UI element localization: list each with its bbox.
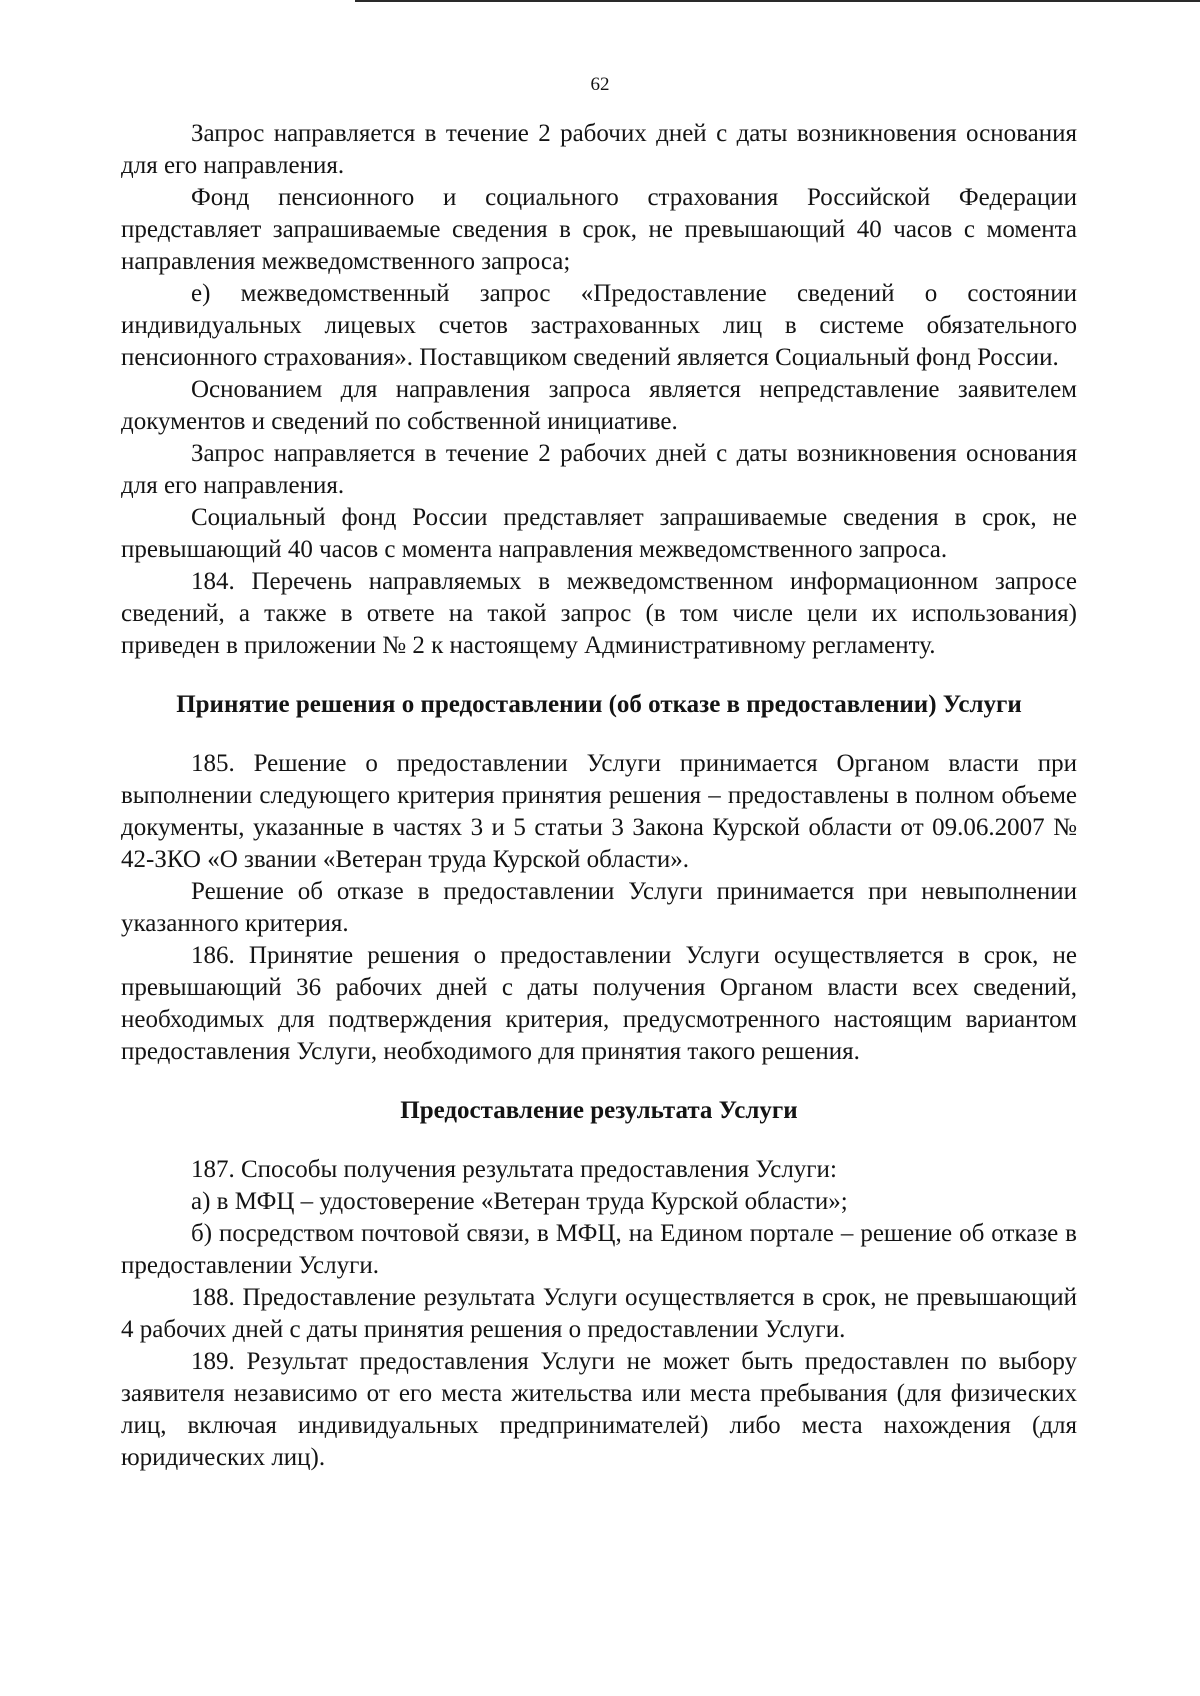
- paragraph-188: 188. Предоставление результата Услуги осуществляется в срок, не превышающий 4 рабочих дней с даты принятия решения о предоставлении Услуги.: [121, 1284, 1077, 1343]
- paragraph-184: 184. Перечень направляемых в межведомственном информационном запросе сведений, а также в ответе на такой запрос (в том числе цели их использования) приведен в приложении № 2 к настоящему Административному регламенту.: [121, 568, 1077, 659]
- paragraph-187-b: б) посредством почтовой связи, в МФЦ, на Едином портале – решение об отказе в предоставлении Услуги.: [121, 1220, 1077, 1279]
- section-heading-decision: Принятие решения о предоставлении (об отказе в предоставлении) Услуги: [176, 691, 1022, 718]
- page-number: 62: [590, 74, 610, 95]
- paragraph-187: 187. Способы получения результата предоставления Услуги:: [191, 1156, 837, 1183]
- paragraph-189: 189. Результат предоставления Услуги не может быть предоставлен по выбору заявителя независимо от его места жительства или места пребывания (для физических лиц, включая индивидуальных предпринимателей) либо места нахождения (для юридических лиц).: [121, 1348, 1077, 1471]
- paragraph-185: 185. Решение о предоставлении Услуги принимается Органом власти при выполнении следующего критерия принятия решения – предоставлены в полном объеме документы, указанные в частях 3 и 5 статьи 3 Закона Курской области от 09.06.2007 № 42-ЗКО «О звании «Ветеран труда Курской области».: [121, 750, 1077, 873]
- paragraph-request-timing-2: Запрос направляется в течение 2 рабочих дней с даты возникновения основания для его направления.: [121, 440, 1077, 499]
- paragraph-request-timing-1: Запрос направляется в течение 2 рабочих дней с даты возникновения основания для его направления.: [121, 120, 1077, 179]
- document-body: [121, 118, 1077, 1474]
- paragraph-186: 186. Принятие решения о предоставлении Услуги осуществляется в срок, не превышающий 36 рабочих дней с даты получения Органом власти всех сведений, необходимых для подтверждения критерия, предусмотренного настоящим вариантом предоставления Услуги, необходимого для принятия такого решения.: [121, 942, 1077, 1065]
- paragraph-social-fund-response: Социальный фонд России представляет запрашиваемые сведения в срок, не превышающий 40 часов с момента направления межведомственного запроса.: [121, 504, 1077, 563]
- section-heading-result: Предоставление результата Услуги: [400, 1097, 798, 1124]
- paragraph-pension-fund-response: Фонд пенсионного и социального страхования Российской Федерации представляет запрашиваемые сведения в срок, не превышающий 40 часов с момента направления межведомственного запроса;: [121, 184, 1077, 275]
- paragraph-request-basis: Основанием для направления запроса является непредставление заявителем документов и сведений по собственной инициативе.: [121, 376, 1077, 435]
- paragraph-refusal-decision: Решение об отказе в предоставлении Услуги принимается при невыполнении указанного критерия.: [121, 878, 1077, 937]
- paragraph-187-a: а) в МФЦ – удостоверение «Ветеран труда Курской области»;: [191, 1188, 848, 1215]
- paragraph-request-e: е) межведомственный запрос «Предоставление сведений о состоянии индивидуальных лицевых счетов застрахованных лиц в системе обязательного пенсионного страхования». Поставщиком сведений является Социальный фонд России.: [121, 280, 1077, 371]
